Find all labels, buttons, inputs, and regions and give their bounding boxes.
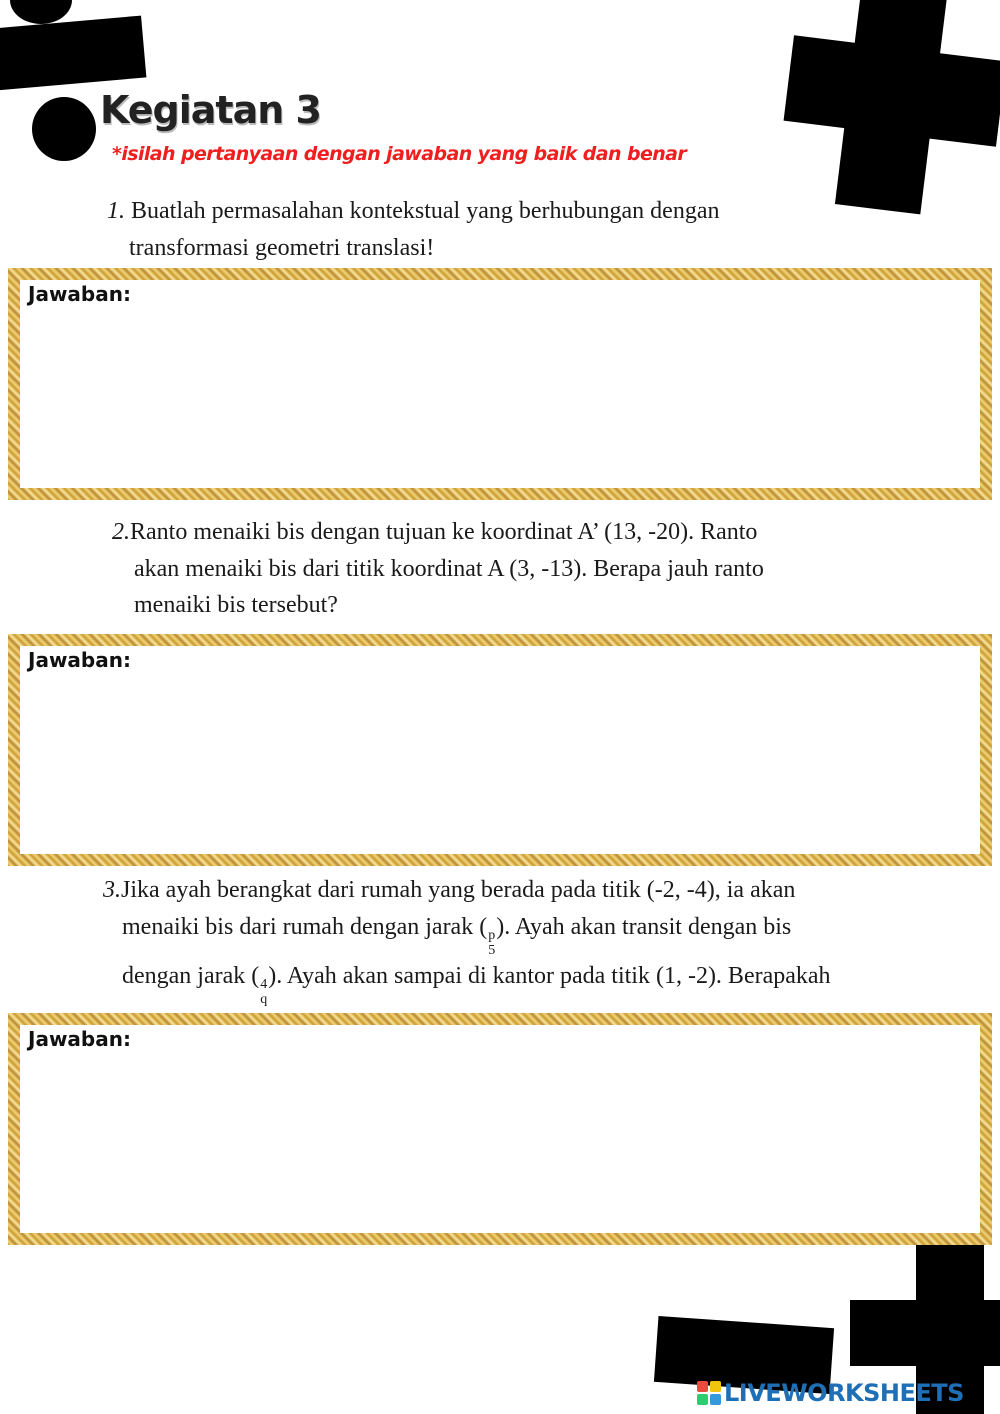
logo-square [710,1381,721,1392]
decor-bar-top-left [0,16,146,91]
question-text-line: Buatlah permasalahan kontekstual yang berhubungan dengan [131,198,720,224]
decor-plus-bottom-horizontal [850,1300,1000,1366]
decor-circle-top [10,0,72,24]
question-text-line: akan menaiki bis dari titik koordinat A (3, -13). Berapa jauh ranto [134,555,764,582]
vector-p-5 [488,928,495,958]
line-part: ). Ayah akan sampai di kantor pada titik (1, -2). Berapakah [268,962,831,989]
answer-box-2[interactable] [8,634,992,866]
question-number: 2. [112,519,130,545]
question-text-line [103,909,963,958]
vector-4-q [260,977,267,1007]
answer-label: Jawaban: [28,648,131,672]
line-part: dengan jarak ( [122,962,260,989]
question-text-line: menaiki bis tersebut? [134,592,338,618]
liveworksheets-brand[interactable] [697,1379,964,1407]
answer-label: Jawaban: [28,282,131,306]
instruction-subtitle: *isilah pertanyaan dengan jawaban yang baik dan benar [112,143,687,165]
liveworksheets-logo-icon [697,1381,721,1405]
question-text-line: transformasi geometri translasi! [129,234,435,261]
vector-top: p [488,927,496,943]
page-title: Kegiatan 3 [100,88,321,132]
line-part: menaiki bis dari rumah dengan jarak ( [122,913,488,940]
question-text-line: Ranto menaiki bis dengan tujuan ke koordinat A’ (13, -20). Ranto [130,519,758,545]
answer-box-1[interactable] [8,268,992,500]
question-number: 1. [107,198,125,224]
vector-bottom: q [260,991,268,1007]
answer-label: Jawaban: [28,1027,131,1051]
logo-square [697,1394,708,1405]
answer-box-3[interactable] [8,1013,992,1245]
line-part: ). Ayah akan transit dengan bis [496,913,792,940]
question-1 [107,193,827,266]
brand-text: LIVEWORKSHEETS [724,1379,964,1407]
vector-top: 4 [260,976,268,992]
question-2 [112,514,852,624]
question-text-line [103,958,963,1007]
decor-circle-left [32,97,96,161]
logo-square [710,1394,721,1405]
decor-plus-top-horizontal [784,35,1000,146]
vector-bottom: 5 [488,942,496,958]
logo-square [697,1381,708,1392]
question-text-line: Jika ayah berangkat dari rumah yang berada pada titik (-2, -4), ia akan [121,877,796,903]
question-number: 3. [103,877,121,903]
